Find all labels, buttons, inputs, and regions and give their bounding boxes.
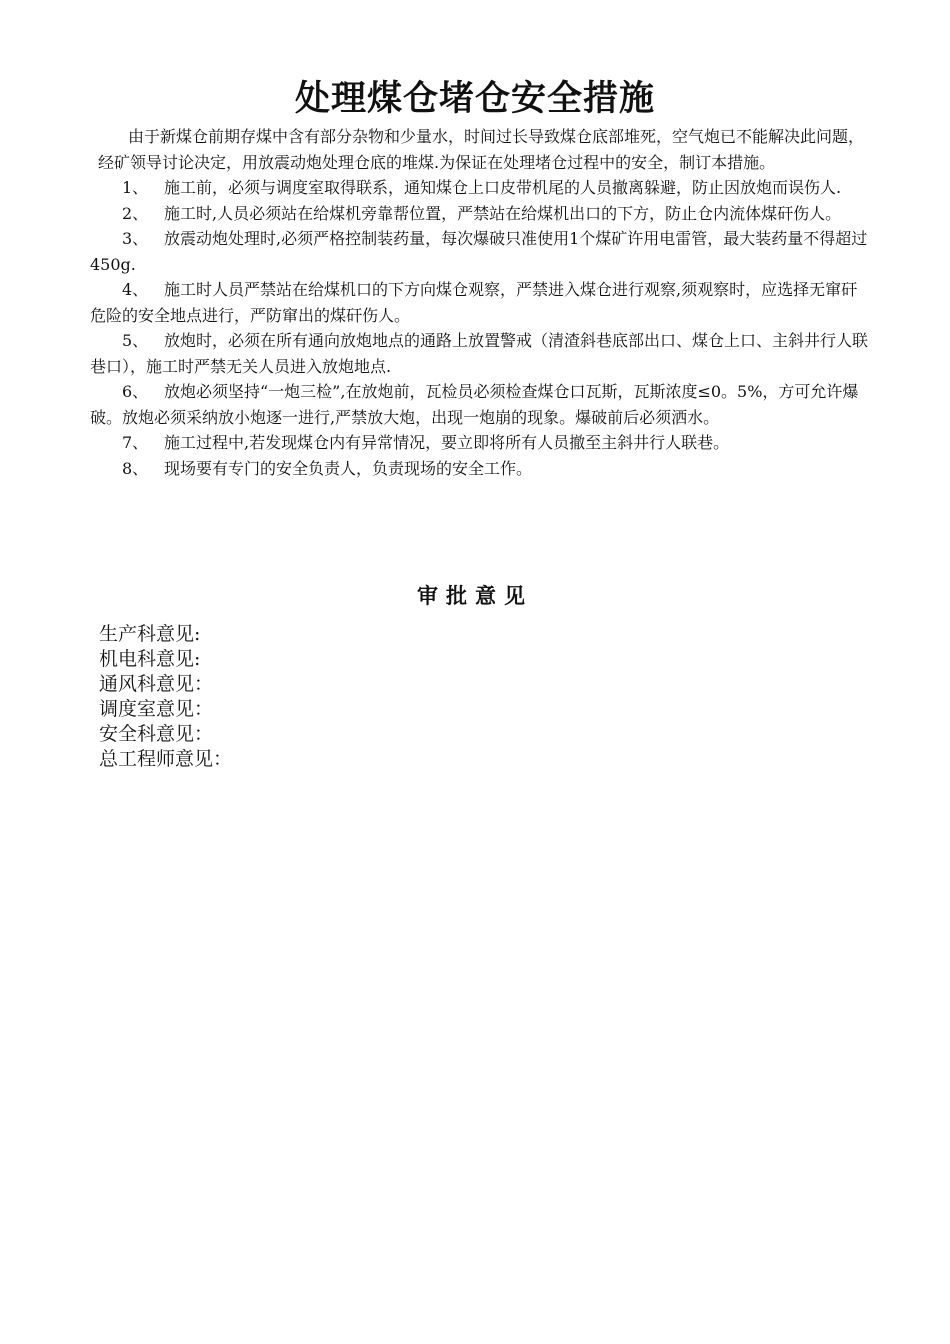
measure-item <box>90 201 870 227</box>
measure-item <box>90 328 870 379</box>
measure-item <box>90 226 870 277</box>
document-body <box>90 124 870 481</box>
measure-text: 施工时人员严禁站在给煤机口的下方向煤仓观察，严禁进入煤仓进行观察,须观察时，应选择无窜矸危险的安全地点进行，严防窜出的煤矸伤人。 <box>90 280 858 325</box>
opinion-chief-engineer: 总工程师意见： <box>99 748 233 770</box>
measure-number: 4、 <box>122 280 149 299</box>
measure-item <box>90 175 870 201</box>
measure-number: 6、 <box>122 382 149 401</box>
opinion-safety: 安全科意见： <box>99 723 214 745</box>
measure-item <box>90 379 870 430</box>
opinion-electromechanical: 机电科意见: <box>99 648 201 670</box>
intro-paragraph: 由于新煤仓前期存煤中含有部分杂物和少量水，时间过长导致煤仓底部堆死，空气炮已不能解决此问题，经矿领导讨论决定，用放震动炮处理仓底的堆煤.为保证在处理堵仓过程中的安全，制订本措施。 <box>98 127 865 172</box>
approval-section-title: 审批意见 <box>417 584 533 608</box>
measure-text: 施工时,人员必须站在给煤机旁靠帮位置，严禁站在给煤机出口的下方，防止仓内流体煤矸伤人。 <box>164 203 842 223</box>
measure-number: 3、 <box>122 229 149 248</box>
measure-text: 现场要有专门的安全负责人，负责现场的安全工作。 <box>164 458 533 478</box>
measure-item <box>90 277 870 328</box>
opinion-production: 生产科意见: <box>99 623 201 645</box>
opinion-ventilation: 通风科意见： <box>99 673 214 695</box>
measure-text: 施工过程中,若发现煤仓内有异常情况，要立即将所有人员撤至主斜井行人联巷。 <box>164 433 730 452</box>
measure-number: 5、 <box>122 331 149 350</box>
measure-text: 放震动炮处理时,必须严格控制装药量，每次爆破只准使用1个煤矿许用电雷管，最大装药量不得超过450g. <box>90 229 868 274</box>
measure-text: 放炮时，必须在所有通向放炮地点的通路上放置警戒（清渣斜巷底部出口、煤仓上口、主斜井行人联巷口），施工时严禁无关人员进入放炮地点. <box>90 331 869 376</box>
measure-item <box>90 456 870 482</box>
opinion-dispatch: 调度室意见： <box>99 698 214 720</box>
document-title: 处理煤仓堵仓安全措施 <box>294 79 655 119</box>
measure-number: 1、 <box>122 178 149 197</box>
measure-number: 2、 <box>122 203 149 223</box>
measure-text: 施工前，必须与调度室取得联系，通知煤仓上口皮带机尾的人员撤离躲避，防止因放炮而误伤人. <box>164 178 842 197</box>
measure-number: 8、 <box>122 458 149 478</box>
measure-item <box>90 430 870 456</box>
approval-opinions <box>99 622 232 772</box>
measure-text: 放炮必须坚持“一炮三检”,在放炮前，瓦检员必须检查煤仓口瓦斯，瓦斯浓度≤0。5%，方可允许爆破。放炮必须采纳放小炮逐一进行,严禁放大炮，出现一炮崩的现象。爆破前后必须洒水。 <box>90 382 859 427</box>
measures-list <box>90 175 870 481</box>
measure-number: 7、 <box>122 433 149 452</box>
